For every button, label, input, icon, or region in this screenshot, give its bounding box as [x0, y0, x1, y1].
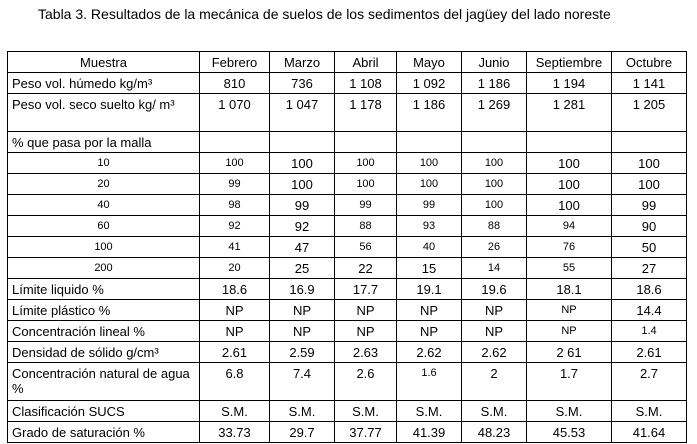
table-cell: 93 — [397, 216, 462, 237]
table-cell — [335, 132, 397, 153]
table-cell: 100 — [335, 174, 397, 195]
table-cell: 2.62 — [397, 342, 462, 363]
table-title: Tabla 3. Resultados de la mecánica de suelos de los sedimentos del jagüey del lado noreste — [38, 6, 611, 22]
table-cell: S.M. — [335, 401, 397, 422]
table-cell: NP — [200, 300, 270, 321]
table-cell: 55 — [527, 258, 612, 279]
table-cell: S.M. — [200, 401, 270, 422]
table-cell: 2.6 — [335, 363, 397, 401]
table-cell: 2.7 — [612, 363, 687, 401]
table-cell: 18.6 — [612, 279, 687, 300]
table-cell: 22 — [335, 258, 397, 279]
row-label: Peso vol. seco suelto kg/ m³ — [8, 94, 200, 132]
table-cell: 2 61 — [527, 342, 612, 363]
table-cell: NP — [527, 321, 612, 342]
table-cell: 7.4 — [270, 363, 335, 401]
table-cell: 100 — [612, 153, 687, 174]
header-cell: Mayo — [397, 52, 462, 73]
table-cell: 33.73 — [200, 422, 270, 443]
table-row — [8, 132, 687, 153]
table-cell — [612, 132, 687, 153]
table-cell: 94 — [527, 216, 612, 237]
table-cell: 26 — [462, 237, 527, 258]
table-cell: 88 — [462, 216, 527, 237]
table-cell: NP — [270, 300, 335, 321]
table-cell: 2.62 — [462, 342, 527, 363]
table-cell: 47 — [270, 237, 335, 258]
table-cell: 17.7 — [335, 279, 397, 300]
table-cell: 1 108 — [335, 73, 397, 94]
table-cell: 40 — [397, 237, 462, 258]
header-cell: Octubre — [612, 52, 687, 73]
table-cell: 41.64 — [612, 422, 687, 443]
table-cell: 18.6 — [200, 279, 270, 300]
table-cell — [200, 132, 270, 153]
mesh-label: 40 — [8, 195, 200, 216]
table-cell: 76 — [527, 237, 612, 258]
table-cell: 37.77 — [335, 422, 397, 443]
table-cell: 100 — [462, 174, 527, 195]
table-cell: 100 — [462, 153, 527, 174]
header-cell: Muestra — [8, 52, 200, 73]
table-row — [8, 300, 687, 321]
table-cell: 99 — [612, 195, 687, 216]
mesh-label: 10 — [8, 153, 200, 174]
table-cell: 1 178 — [335, 94, 397, 132]
row-label: Concentración lineal % — [8, 321, 200, 342]
table-cell: NP — [527, 300, 612, 321]
table-cell: S.M. — [397, 401, 462, 422]
row-label: Peso vol. húmedo kg/m³ — [8, 73, 200, 94]
table-cell: 100 — [462, 195, 527, 216]
soil-mechanics-table — [7, 51, 687, 443]
table-cell: 48.23 — [462, 422, 527, 443]
table-cell: 41.39 — [397, 422, 462, 443]
header-cell: Junio — [462, 52, 527, 73]
table-cell: 1 092 — [397, 73, 462, 94]
table-cell: 1 070 — [200, 94, 270, 132]
table-cell: 2.59 — [270, 342, 335, 363]
table-cell: 99 — [270, 195, 335, 216]
table-row — [8, 321, 687, 342]
table-row — [8, 94, 687, 132]
table-cell: 100 — [527, 195, 612, 216]
table-cell: 1 186 — [462, 73, 527, 94]
table-cell: NP — [462, 300, 527, 321]
header-cell: Abril — [335, 52, 397, 73]
table-row — [8, 258, 687, 279]
table-cell: 100 — [397, 153, 462, 174]
table-row — [8, 422, 687, 443]
table-cell: 56 — [335, 237, 397, 258]
table-row — [8, 174, 687, 195]
row-label: Clasificación SUCS — [8, 401, 200, 422]
table-cell: 2.61 — [612, 342, 687, 363]
table-cell: 1 281 — [527, 94, 612, 132]
table-cell: 2.61 — [200, 342, 270, 363]
table-cell — [527, 132, 612, 153]
table-cell: 90 — [612, 216, 687, 237]
table-cell: 20 — [200, 258, 270, 279]
table-cell: 100 — [527, 153, 612, 174]
row-label: Límite liquido % — [8, 279, 200, 300]
table-cell: 50 — [612, 237, 687, 258]
table-cell — [397, 132, 462, 153]
table-row — [8, 153, 687, 174]
table-cell: 15 — [397, 258, 462, 279]
table-cell: 25 — [270, 258, 335, 279]
table-cell: NP — [335, 300, 397, 321]
table-cell: 99 — [200, 174, 270, 195]
table-row — [8, 363, 687, 401]
table-cell: 1.4 — [612, 321, 687, 342]
table-cell: 29.7 — [270, 422, 335, 443]
table-cell: 100 — [270, 153, 335, 174]
table-cell: 1 205 — [612, 94, 687, 132]
table-cell: NP — [200, 321, 270, 342]
table-cell: 2.63 — [335, 342, 397, 363]
table-cell: S.M. — [270, 401, 335, 422]
table-cell: 1.7 — [527, 363, 612, 401]
table-cell — [270, 132, 335, 153]
table-cell: 41 — [200, 237, 270, 258]
table-cell: 88 — [335, 216, 397, 237]
table-cell: 92 — [270, 216, 335, 237]
table-cell: 14.4 — [612, 300, 687, 321]
table-cell: 1 141 — [612, 73, 687, 94]
table-cell: 99 — [397, 195, 462, 216]
mesh-label: 100 — [8, 237, 200, 258]
table-cell: 98 — [200, 195, 270, 216]
table-cell: 1 194 — [527, 73, 612, 94]
table-cell: 1 186 — [397, 94, 462, 132]
table-cell: 100 — [397, 174, 462, 195]
table-cell — [462, 132, 527, 153]
table-cell: 1 047 — [270, 94, 335, 132]
table-row — [8, 279, 687, 300]
table-row — [8, 342, 687, 363]
table-cell: 6.8 — [200, 363, 270, 401]
header-row — [8, 52, 687, 73]
row-label: Densidad de sólido g/cm³ — [8, 342, 200, 363]
row-label: % que pasa por la malla — [8, 132, 200, 153]
mesh-label: 20 — [8, 174, 200, 195]
table-row — [8, 195, 687, 216]
table-cell: NP — [270, 321, 335, 342]
table-row — [8, 216, 687, 237]
table-cell: 810 — [200, 73, 270, 94]
table-cell: S.M. — [527, 401, 612, 422]
table-cell: 45.53 — [527, 422, 612, 443]
table-cell: 1.6 — [397, 363, 462, 401]
mesh-label: 200 — [8, 258, 200, 279]
table-cell: S.M. — [462, 401, 527, 422]
row-label: Concentración natural de agua % — [8, 363, 200, 401]
table-cell: 18.1 — [527, 279, 612, 300]
row-label: Grado de saturación % — [8, 422, 200, 443]
table-cell: S.M. — [612, 401, 687, 422]
table-cell: NP — [397, 321, 462, 342]
header-cell: Septiembre — [527, 52, 612, 73]
table-cell: NP — [335, 321, 397, 342]
table-cell: NP — [397, 300, 462, 321]
table-cell: 99 — [335, 195, 397, 216]
table-cell: 14 — [462, 258, 527, 279]
header-cell: Marzo — [270, 52, 335, 73]
table-row — [8, 237, 687, 258]
table-cell: 100 — [612, 174, 687, 195]
table-cell: NP — [462, 321, 527, 342]
row-label: Límite plástico % — [8, 300, 200, 321]
table-cell: 100 — [270, 174, 335, 195]
table-cell: 1 269 — [462, 94, 527, 132]
table-row — [8, 401, 687, 422]
mesh-label: 60 — [8, 216, 200, 237]
header-cell: Febrero — [200, 52, 270, 73]
table-cell: 27 — [612, 258, 687, 279]
table-cell: 16.9 — [270, 279, 335, 300]
table-cell: 100 — [335, 153, 397, 174]
table-cell: 2 — [462, 363, 527, 401]
table-cell: 92 — [200, 216, 270, 237]
table-row — [8, 73, 687, 94]
table-cell: 736 — [270, 73, 335, 94]
table-cell: 19.1 — [397, 279, 462, 300]
table-cell: 19.6 — [462, 279, 527, 300]
table-cell: 100 — [200, 153, 270, 174]
table-cell: 100 — [527, 174, 612, 195]
